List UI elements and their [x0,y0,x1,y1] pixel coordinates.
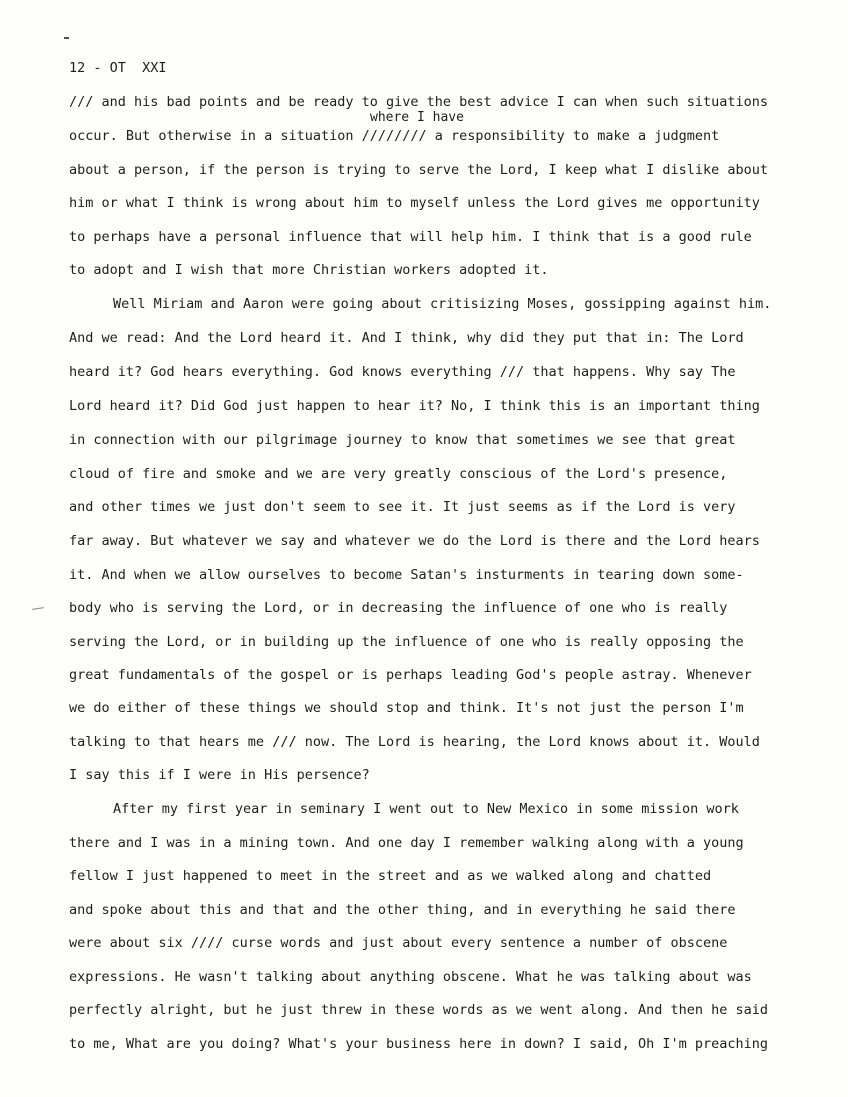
text-line: /// and his bad points and be ready to give the best advice I can when such situations [69,94,768,110]
text-line: And we read: And the Lord heard it. And I think, why did they put that in: The Lord [69,330,744,346]
text-line: far away. But whatever we say and whatever we do the Lord is there and the Lord hears [69,533,760,549]
text-line: perfectly alright, but he just threw in these words as we went along. And then he said [69,1002,768,1018]
text-line: Lord heard it? Did God just happen to hear it? No, I think this is an important thing [69,398,760,414]
margin-mark [32,607,44,610]
text-line: to adopt and I wish that more Christian workers adopted it. [69,262,549,278]
text-line: cloud of fire and smoke and we are very greatly conscious of the Lord's presence, [69,466,728,482]
text-line: great fundamentals of the gospel or is perhaps leading God's people astray. Whenever [69,667,752,683]
ink-speck [64,37,69,39]
text-line: about a person, if the person is trying to serve the Lord, I keep what I dislike about [69,162,768,178]
text-line: occur. But otherwise in a situation //////// a responsibility to make a judgment [69,128,720,144]
text-line: body who is serving the Lord, or in decreasing the influence of one who is really [69,600,728,616]
text-line: heard it? God hears everything. God knows everything /// that happens. Why say The [69,364,736,380]
text-line: and other times we just don't seem to see it. It just seems as if the Lord is very [69,499,736,515]
text-line: it. And when we allow ourselves to become Satan's insturments in tearing down some- [69,567,744,583]
text-line: there and I was in a mining town. And one day I remember walking along with a young [69,835,744,851]
text-line: fellow I just happened to meet in the street and as we walked along and chatted [69,868,712,884]
text-line: to me, What are you doing? What's your business here in down? I said, Oh I'm preaching [69,1036,768,1052]
text-line: we do either of these things we should stop and think. It's not just the person I'm [69,700,744,716]
text-line: Well Miriam and Aaron were going about critisizing Moses, gossipping against him. [113,296,772,312]
text-line: After my first year in seminary I went out to New Mexico in some mission work [113,801,739,817]
text-line: and spoke about this and that and the other thing, and in everything he said there [69,902,736,918]
text-line: him or what I think is wrong about him to myself unless the Lord gives me opportunity [69,195,760,211]
text-line: serving the Lord, or in building up the influence of one who is really opposing the [69,634,744,650]
text-line: expressions. He wasn't talking about anything obscene. What he was talking about was [69,969,752,985]
text-line: were about six //// curse words and just about every sentence a number of obscene [69,935,728,951]
text-line: I say this if I were in His persence? [69,767,370,783]
page-header: 12 - OT XXI [69,60,167,76]
text-line: to perhaps have a personal influence that will help him. I think that is a good rule [69,229,752,245]
text-line: in connection with our pilgrimage journey to know that sometimes we see that great [69,432,736,448]
text-line: talking to that hears me /// now. The Lord is hearing, the Lord knows about it. Would [69,734,760,750]
interlinear-insertion: where I have [370,110,464,125]
